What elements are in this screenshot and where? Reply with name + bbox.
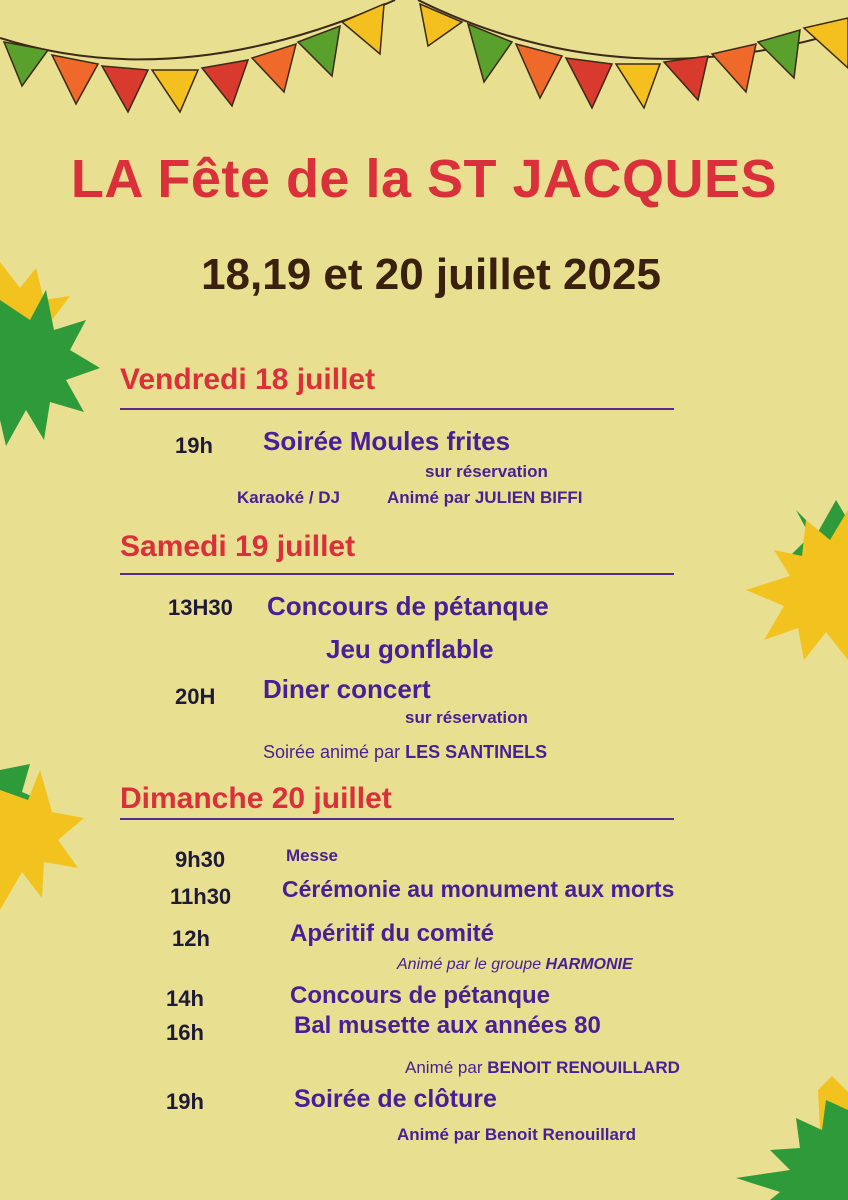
event-note-prefix: Animé par — [405, 1058, 483, 1077]
day-divider — [120, 818, 674, 820]
event-dates: 18,19 et 20 juillet 2025 — [201, 250, 661, 299]
event-name: Jeu gonflable — [326, 634, 494, 664]
event-time: 19h — [166, 1089, 204, 1114]
event-time: 19h — [175, 433, 213, 458]
event-title: LA Fête de la ST JACQUES — [70, 149, 778, 209]
event-time: 11h30 — [170, 884, 232, 909]
event-time: 14h — [166, 986, 204, 1011]
day-heading-friday: Vendredi 18 juillet — [120, 363, 376, 396]
day-divider — [120, 573, 674, 575]
event-note: sur réservation — [425, 462, 548, 481]
event-extra — [263, 742, 547, 763]
event-time: 16h — [166, 1020, 204, 1045]
day-heading-sunday: Dimanche 20 juillet — [120, 782, 392, 815]
event-name: Apéritif du comité — [290, 920, 495, 947]
event-name: Concours de pétanque — [267, 591, 549, 621]
event-extra-performer: LES SANTINELS — [405, 742, 548, 762]
day-divider — [120, 408, 674, 410]
event-note-performer: BENOIT RENOUILLARD — [487, 1058, 680, 1077]
star-burst-green-bottom-right — [736, 1100, 848, 1200]
event-note — [397, 956, 633, 974]
event-name: Diner concert — [263, 674, 431, 704]
event-note: Animé par Benoit Renouillard — [397, 1125, 636, 1144]
event-name: Concours de pétanque — [290, 982, 551, 1009]
event-note-prefix: Animé par le groupe — [397, 956, 542, 973]
event-time: 13H30 — [168, 595, 233, 620]
event-extra-prefix: Soirée animé par — [263, 742, 401, 762]
event-note — [405, 1058, 680, 1078]
event-name: Soirée Moules frites — [263, 426, 511, 456]
event-name: Bal musette aux années 80 — [294, 1012, 601, 1039]
event-time: 12h — [172, 926, 210, 951]
event-note: sur réservation — [405, 708, 528, 727]
event-time: 9h30 — [175, 847, 226, 872]
day-heading-saturday: Samedi 19 juillet — [120, 530, 356, 563]
star-burst-green-left — [0, 290, 100, 446]
event-time: 20H — [175, 684, 216, 709]
event-name: Messe — [286, 846, 338, 865]
event-extra: Animé par JULIEN BIFFI — [387, 488, 583, 507]
event-extra-left: Karaoké / DJ — [237, 488, 340, 507]
event-note-performer: HARMONIE — [545, 956, 633, 973]
bunting-flags-left — [4, 4, 384, 112]
event-name: Cérémonie au monument aux morts — [282, 876, 675, 902]
event-name: Soirée de clôture — [294, 1085, 497, 1113]
bunting-flags-right — [420, 4, 848, 108]
